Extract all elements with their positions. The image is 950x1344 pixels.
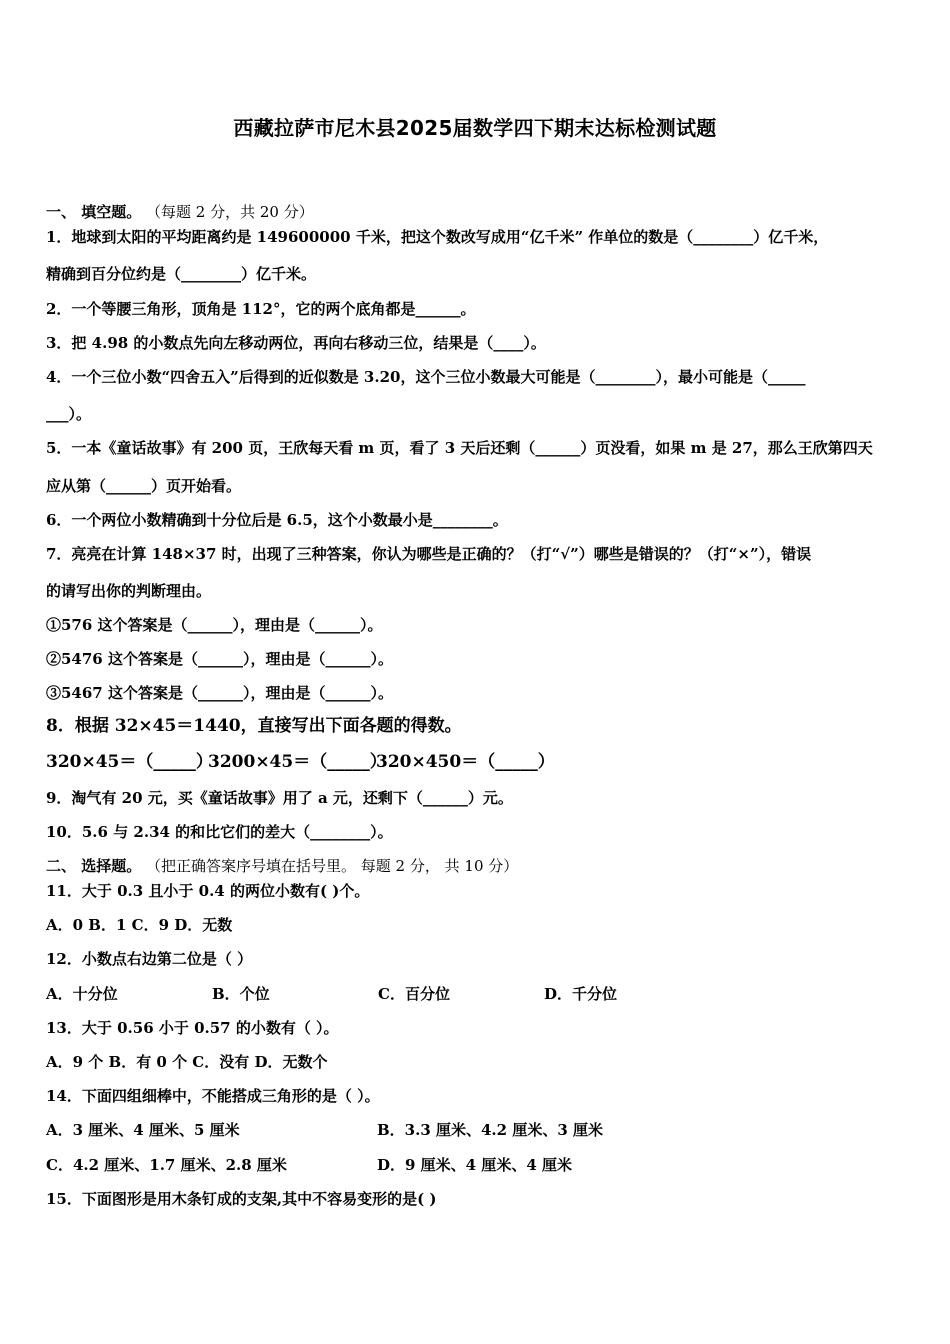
section-2-note: （把正确答案序号填在括号里。 每题 2 分， 共 10 分） (146, 857, 519, 875)
question-12-option-b: B．个位 (212, 985, 270, 1003)
question-8-item: 3200×45＝（_____） (208, 752, 387, 772)
question-8-items (46, 752, 555, 772)
question-10: 10．5.6 与 2.34 的和比它们的差大（________）。 (46, 823, 393, 841)
page-title: 西藏拉萨市尼木县2025届数学四下期末达标检测试题 (233, 116, 717, 140)
section-1-label: 一、 填空题。 (46, 203, 142, 221)
question-1-line-2: 精确到百分位约是（________）亿千米。 (46, 265, 317, 283)
section-2-heading (46, 856, 518, 876)
question-7-item-3: ③5467 这个答案是（______），理由是（______）。 (46, 684, 393, 702)
question-12-option-d: D．千分位 (544, 985, 618, 1003)
question-12-option-c: C．百分位 (378, 985, 450, 1003)
question-7-line-2: 的请写出你的判断理由。 (46, 582, 212, 600)
question-15-stem: 15．下面图形是用木条钉成的支架,其中不容易变形的是( ) (46, 1190, 437, 1208)
question-11-options: A．0 B．1 C．9 D．无数 (46, 916, 233, 934)
question-3: 3．把 4.98 的小数点先向左移动两位，再向右移动三位，结果是（____）。 (46, 334, 546, 352)
section-1-note: （每题 2 分，共 20 分） (146, 203, 314, 221)
question-2: 2．一个等腰三角形，顶角是 112°，它的两个底角都是______。 (46, 300, 476, 318)
question-14-option-d: D．9 厘米、4 厘米、4 厘米 (377, 1156, 572, 1174)
question-5-line-1: 5．一本《童话故事》有 200 页，王欣每天看 m 页，看了 3 天后还剩（______）页没看，如果 m 是 27，那么王欣第四天 (46, 439, 873, 457)
section-2-label: 二、 选择题。 (46, 857, 142, 875)
question-7-item-2: ②5476 这个答案是（______），理由是（______）。 (46, 650, 393, 668)
question-14-option-c: C．4.2 厘米、1.7 厘米、2.8 厘米 (46, 1156, 287, 1174)
question-14-options-row-2 (46, 1155, 572, 1175)
question-12-stem: 12．小数点右边第二位是（ ） (46, 950, 253, 968)
question-4-line-1: 4．一个三位小数“四舍五入”后得到的近似数是 3.20，这个三位小数最大可能是（________），最小可能是（_____ (46, 368, 806, 386)
question-14-option-b: B．3.3 厘米、4.2 厘米、3 厘米 (377, 1121, 603, 1139)
question-11-stem: 11．大于 0.3 且小于 0.4 的两位小数有( )个。 (46, 882, 370, 900)
question-1-line-1: 1．地球到太阳的平均距离约是 149600000 千米，把这个数改写成用“亿千米” 作单位的数是（________）亿千米， (46, 228, 829, 246)
question-12-options (46, 984, 617, 1004)
question-7-item-1: ①576 这个答案是（______），理由是（______）。 (46, 616, 383, 634)
question-13-options: A．9 个 B．有 0 个 C．没有 D．无数个 (46, 1053, 328, 1071)
question-8-item: 320×45＝（_____） (46, 752, 213, 772)
question-12-option-a: A．十分位 (46, 985, 118, 1003)
question-8-item: 320×450＝（_____） (376, 752, 555, 772)
question-7-line-1: 7．亮亮在计算 148×37 时，出现了三种答案，你认为哪些是正确的？（打“√”）哪些是错误的？（打“×”），错误 (46, 545, 812, 563)
question-4-line-2: ___）。 (46, 405, 92, 423)
question-5-line-2: 应从第（______）页开始看。 (46, 477, 242, 495)
question-8-stem: 8．根据 32×45＝1440，直接写出下面各题的得数。 (46, 716, 462, 736)
question-14-stem: 14．下面四组细棒中，不能搭成三角形的是（ ）。 (46, 1087, 380, 1105)
question-13-stem: 13．大于 0.56 小于 0.57 的小数有（ ）。 (46, 1019, 339, 1037)
question-14-option-a: A．3 厘米、4 厘米、5 厘米 (46, 1121, 240, 1139)
section-1-heading (46, 202, 314, 222)
question-9: 9．淘气有 20 元，买《童话故事》用了 a 元，还剩下（______）元。 (46, 789, 513, 807)
question-6: 6．一个两位小数精确到十分位后是 6.5，这个小数最小是________。 (46, 511, 508, 529)
question-14-options-row-1 (46, 1120, 603, 1140)
